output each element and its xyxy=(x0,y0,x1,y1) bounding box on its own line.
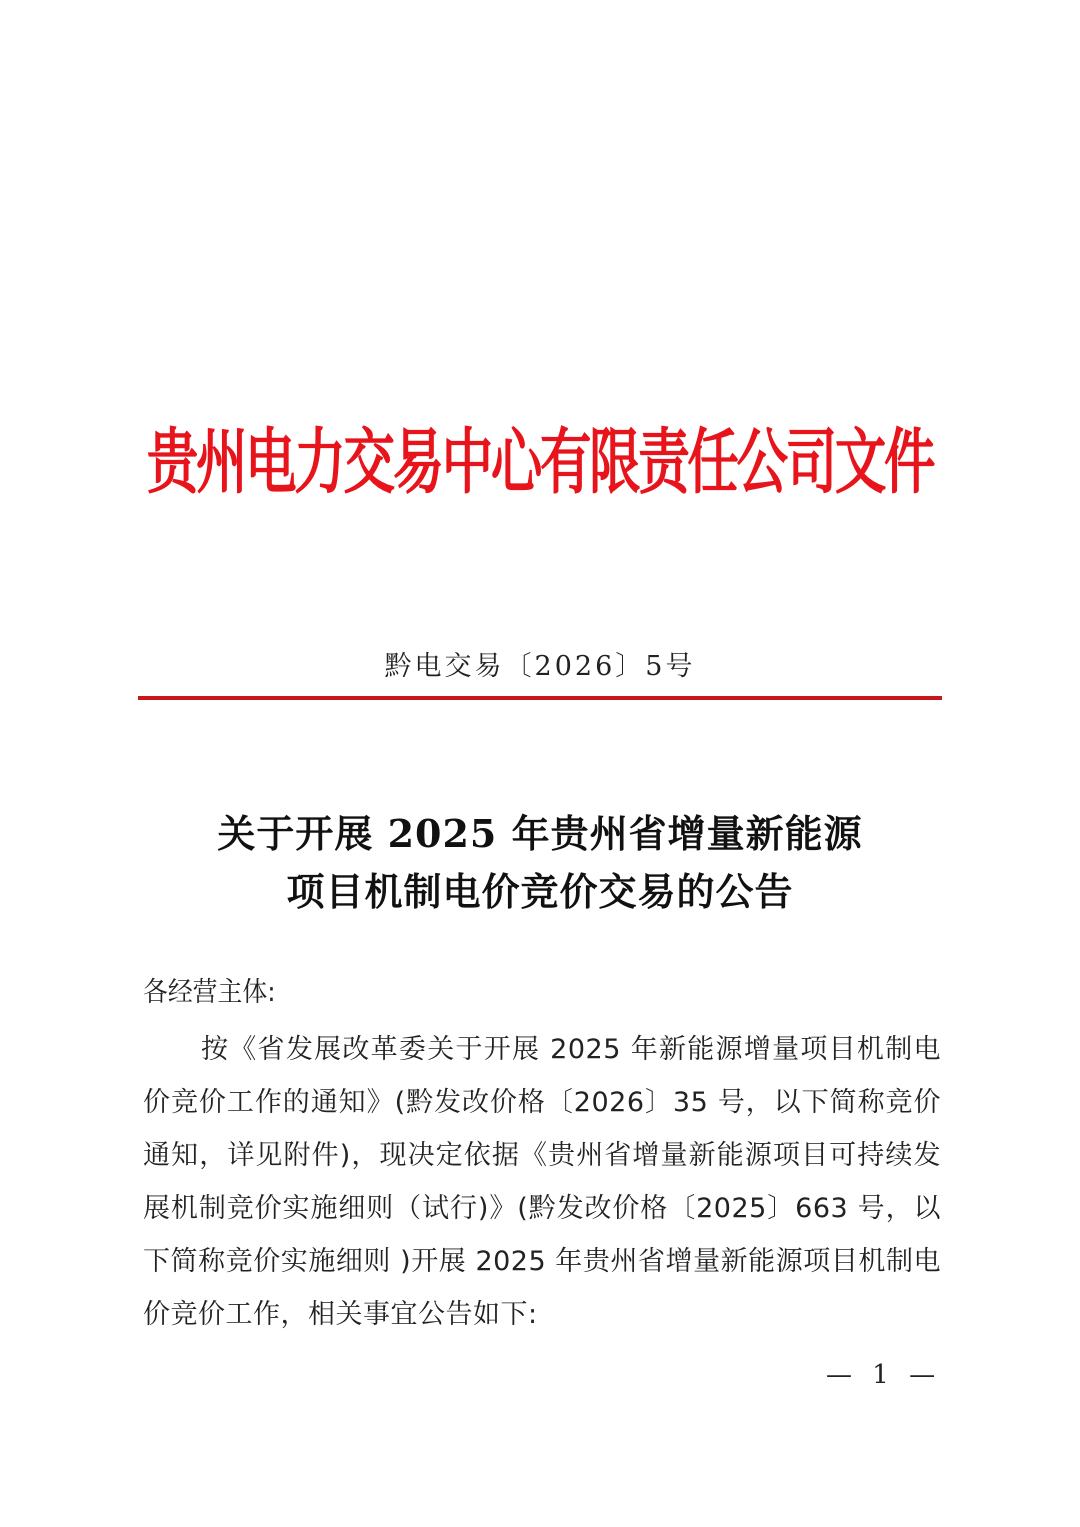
title-line-1: 关于开展 2025 年贵州省增量新能源 xyxy=(217,811,863,856)
page-number: — 1 — xyxy=(826,1360,942,1390)
document-title xyxy=(0,805,1080,921)
issuer-header: 贵州电力交易中心有限责任公司文件 xyxy=(146,418,934,504)
red-divider-rule xyxy=(138,696,942,700)
body-paragraph xyxy=(143,1023,941,1341)
body-line-2: 价竞价工作的通知》(黔发改价格〔2026〕35 号，以下简称竞价 xyxy=(143,1087,941,1118)
salutation: 各经营主体: xyxy=(143,977,276,1008)
body-line-1: 按《省发展改革委关于开展 2025 年新能源增量项目机制电 xyxy=(201,1034,941,1065)
body-line-4: 展机制竞价实施细则（试行)》(黔发改价格〔2025〕663 号，以 xyxy=(143,1193,941,1224)
document-number: 黔电交易〔2026〕5号 xyxy=(384,651,696,682)
title-line-2: 项目机制电价竞价交易的公告 xyxy=(286,869,794,914)
body-line-3: 通知，详见附件)，现决定依据《贵州省增量新能源项目可持续发 xyxy=(143,1140,941,1171)
body-line-5: 下简称竞价实施细则 )开展 2025 年贵州省增量新能源项目机制电 xyxy=(143,1246,941,1277)
body-line-6: 价竞价工作，相关事宜公告如下: xyxy=(143,1299,538,1330)
